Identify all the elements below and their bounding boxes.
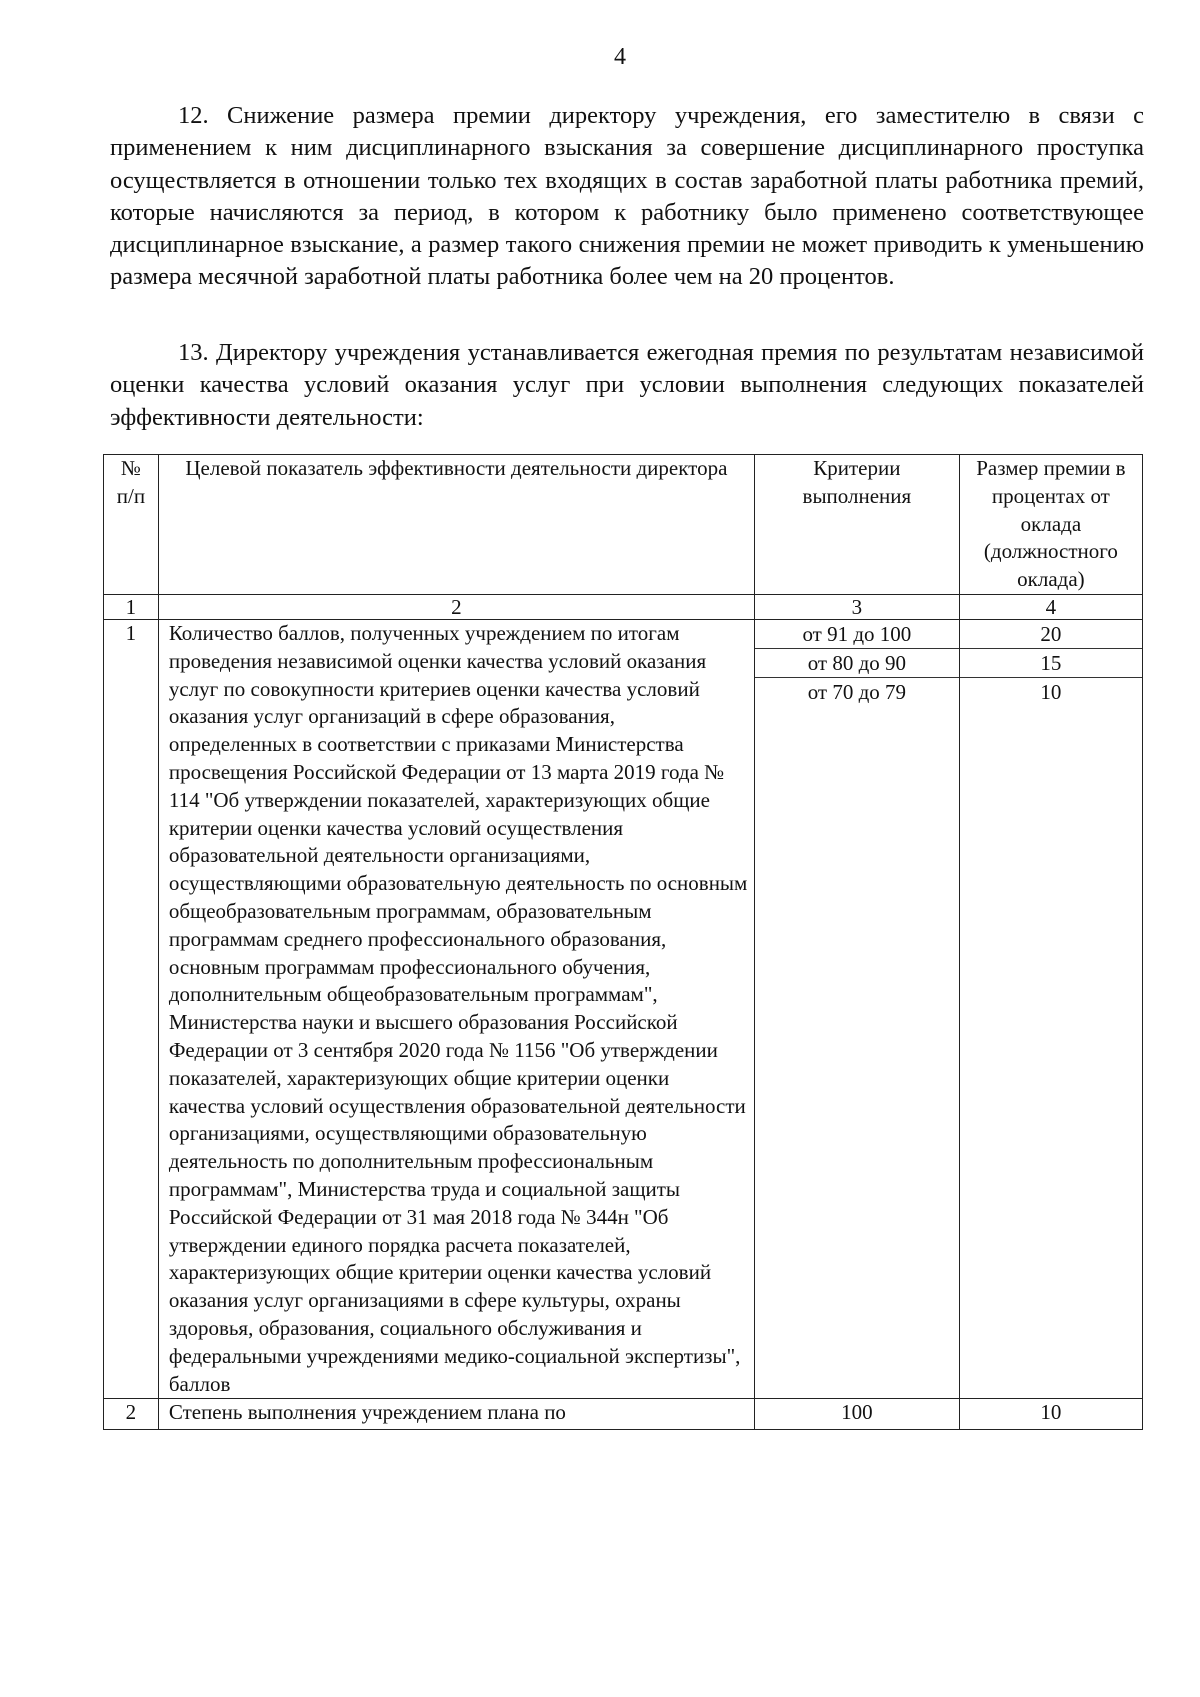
bonus-percent: 15 (960, 649, 1142, 678)
bonus-percent: 10 (959, 1399, 1142, 1430)
criteria-range: от 70 до 79 (807, 679, 907, 704)
row-number: 1 (104, 619, 159, 1398)
column-number: 3 (754, 594, 959, 619)
row-number: 2 (104, 1399, 159, 1430)
bonus-percent: 10 (1040, 679, 1062, 704)
criteria-value: 100 (754, 1399, 959, 1430)
header-indicator: Целевой показатель эффективности деятельности директора (158, 455, 754, 595)
paragraph-12: 12. Снижение размера премии директору учреждения, его заместителю в связи с применением к ним дисциплинарного взыскания за совершение дисциплинарного проступка осуществляется в отношении только тех входящих в состав заработной платы работника премий, которые начисляются за период, в котором к работнику было применено соответствующее дисциплинарное взыскание, а размер такого снижения премии не может приводить к уменьшению размера месячной заработной платы работника более чем на 20 процентов. (110, 102, 1144, 291)
criteria-range: от 91 до 100 (755, 620, 959, 649)
header-criteria: Критерии выполнения (754, 455, 959, 595)
bonus-percent: 20 (960, 620, 1142, 649)
indicator-text: Степень выполнения учреждением плана по (158, 1399, 754, 1430)
column-number-row (104, 594, 1143, 619)
column-number: 1 (104, 594, 159, 619)
header-number: № п/п (104, 455, 159, 595)
criteria-range: от 80 до 90 (755, 649, 959, 678)
column-number: 4 (959, 594, 1142, 619)
column-number: 2 (158, 594, 754, 619)
bonus-cell (959, 619, 1142, 1398)
header-bonus: Размер премии в процентах от оклада (должностного оклада) (959, 455, 1142, 595)
bonus-criteria-table (103, 454, 1143, 1430)
indicator-text: Количество баллов, полученных учреждением по итогам проведения независимой оценки качества условий оказания услуг по совокупности критериев оценки качества условий оказания услуг организаций в сфере образования, определенных в соответствии с приказами Министерства просвещения Российской Федерации от 13 марта 2019 года № 114 "Об утверждении показателей, характеризующих общие критерии оценки качества условий осуществления образовательной деятельности организациями, осуществляющими образовательную деятельность по основным общеобразовательным программам, образовательным программам среднего профессионального образования, основным программам профессионального обучения, дополнительным общеобразовательным программам", Министерства науки и высшего образования Российской Федерации от 3 сентября 2020 года № 1156 "Об утверждении показателей, характеризующих общие критерии оценки качества условий осуществления образовательной деятельности организациями, осуществляющими образовательную деятельность по дополнительным профессиональным программам", Министерства труда и социальной защиты Российской Федерации от 31 мая 2018 года № 344н "Об утверждении единого порядка расчета показателей, характеризующих общие критерии оценки качества условий оказания услуг организациями в сфере культуры, охраны здоровья, образования, социального обслуживания и федеральными учреждениями медико-социальной экспертизы", баллов (158, 619, 754, 1398)
table-header-row (104, 455, 1143, 595)
page-number: 4 (614, 44, 626, 70)
table-row (104, 1399, 1143, 1430)
table-row (104, 619, 1143, 1398)
paragraph-13: 13. Директору учреждения устанавливается ежегодная премия по результатам независимой оценки качества условий оказания услуг при условии выполнения следующих показателей эффективности деятельности: (110, 339, 1144, 431)
criteria-cell (754, 619, 959, 1398)
